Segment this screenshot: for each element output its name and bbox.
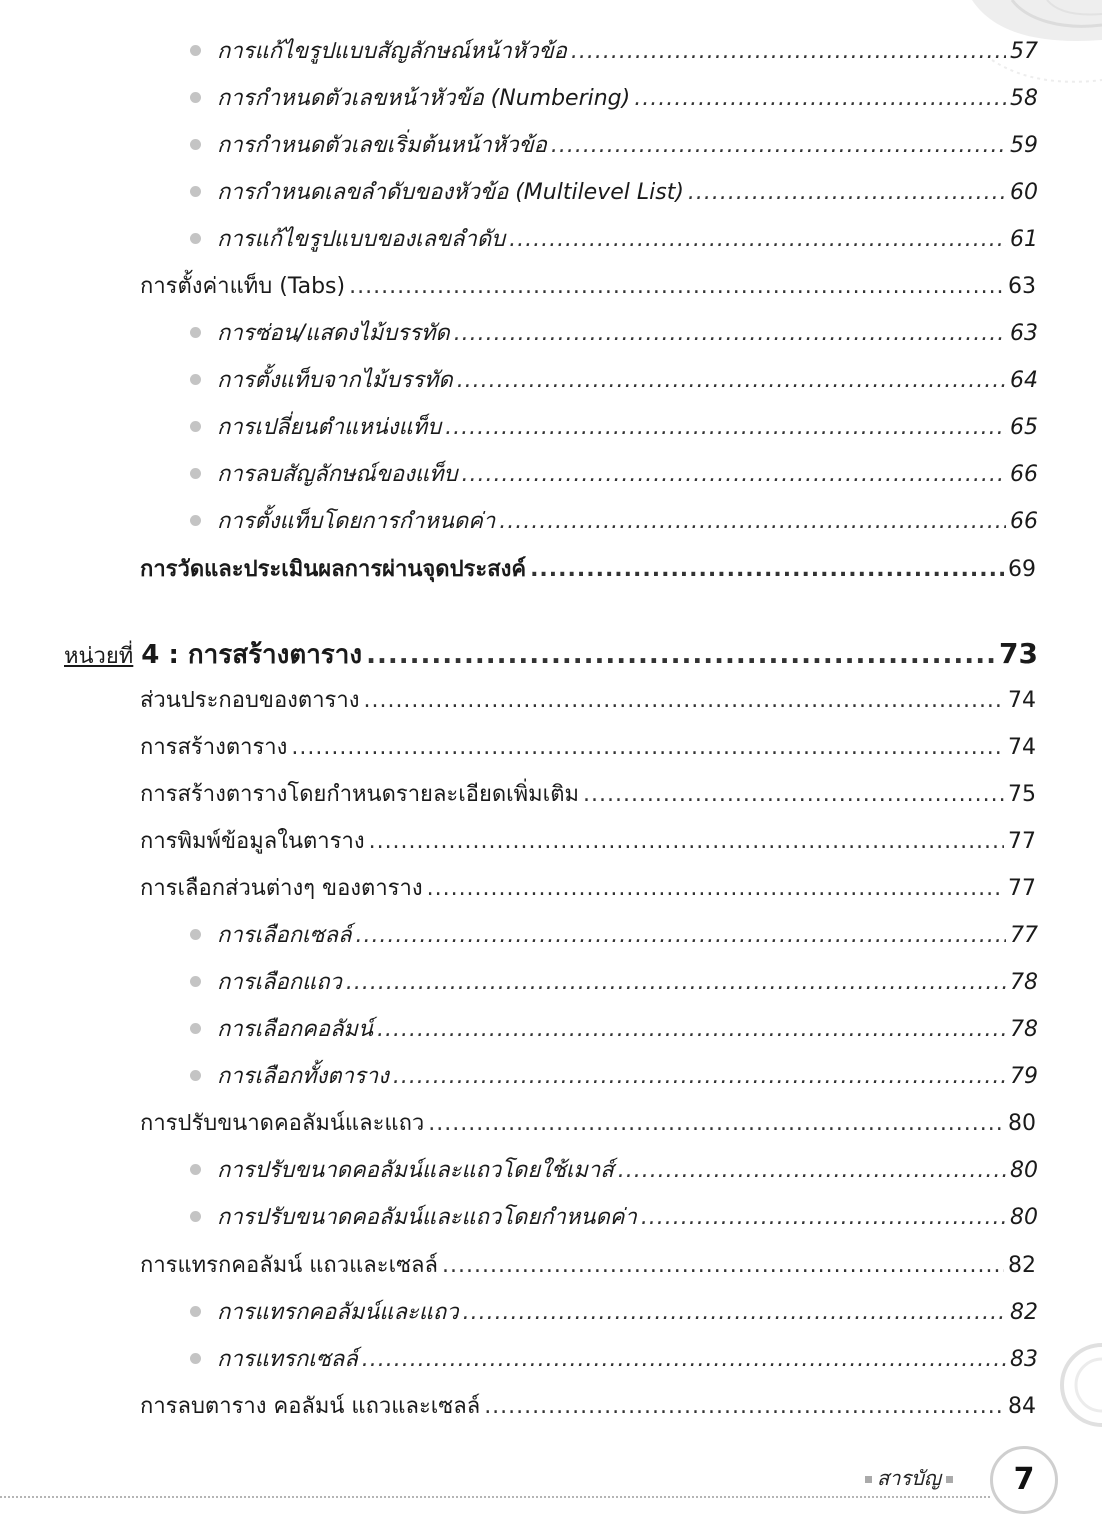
dot-leader [509, 220, 1006, 260]
bullet-icon [190, 139, 201, 150]
bullet-icon [190, 327, 201, 338]
side-ornament [1042, 1315, 1102, 1445]
bullet-icon [190, 233, 201, 244]
toc-entry: การปรับขนาดคอลัมน์และแถวโดยใช้เมาส์ ..... 80 [190, 1151, 1038, 1191]
toc-entry: การตั้งแท็บโดยการกำหนดค่า ..... 66 [190, 502, 1038, 542]
bullet-icon [190, 468, 201, 479]
dot-leader [499, 502, 1006, 542]
dot-leader [369, 822, 1004, 862]
dot-leader [634, 79, 1006, 119]
dot-leader [551, 126, 1006, 166]
dot-leader [571, 32, 1006, 72]
toc-entry: การแก้ไขรูปแบบของเลขลำดับ ..... 61 [190, 220, 1038, 260]
bullet-icon [190, 1164, 201, 1175]
dot-leader [363, 681, 1004, 721]
toc-entry: การกำหนดเลขลำดับของหัวข้อ (Multilevel List) ..... 60 [190, 173, 1038, 213]
dot-leader [484, 1387, 1004, 1427]
bullet-icon [190, 1353, 201, 1364]
toc-entry: การเลือกทั้งตาราง ..... 79 [190, 1057, 1038, 1097]
bullet-icon [190, 1211, 201, 1222]
bullet-icon [190, 45, 201, 56]
toc-entry: การแทรกคอลัมน์และแถว ..... 82 [190, 1293, 1038, 1333]
bullet-icon [190, 515, 201, 526]
toc-section: การลบตาราง คอลัมน์ แถวและเซลล์ ..... 84 [140, 1387, 1036, 1427]
dot-leader [442, 1246, 1004, 1286]
dot-leader [362, 1340, 1006, 1380]
dot-leader [618, 1151, 1006, 1191]
bullet-icon [190, 421, 201, 432]
dot-leader [583, 775, 1004, 815]
toc-entry: การลบสัญลักษณ์ของแท็บ ..... 66 [190, 455, 1038, 495]
toc-entry: การแทรกเซลล์ ..... 83 [190, 1340, 1038, 1380]
square-bullet-icon [865, 1476, 872, 1483]
toc-section: การตั้งค่าแท็บ (Tabs) ..... 63 [140, 267, 1036, 307]
toc-section: การแทรกคอลัมน์ แถวและเซลล์ ..... 82 [140, 1246, 1036, 1286]
toc-entry: การซ่อน/แสดงไม้บรรทัด ..... 63 [190, 314, 1038, 354]
bullet-icon [190, 929, 201, 940]
dot-leader [463, 1293, 1006, 1333]
dot-leader [366, 631, 995, 679]
dot-leader [688, 173, 1006, 213]
bullet-icon [190, 374, 201, 385]
bullet-icon [190, 92, 201, 103]
bullet-icon [190, 1306, 201, 1317]
bullet-icon [190, 1070, 201, 1081]
dot-leader [454, 314, 1006, 354]
footer-section-label: สารบัญ [860, 1462, 958, 1494]
toc-section: ส่วนประกอบของตาราง ..... 74 [140, 681, 1036, 721]
footer-divider [0, 1496, 990, 1498]
dot-leader [393, 1057, 1006, 1097]
toc-entry: การตั้งแท็บจากไม้บรรทัด ..... 64 [190, 361, 1038, 401]
bullet-icon [190, 976, 201, 987]
unit-heading: หน่วยที่ 4 : การสร้างตาราง ..... 73 [64, 630, 1038, 678]
dot-leader [530, 550, 1004, 590]
toc-section: การวัดและประเมินผลการผ่านจุดประสงค์ ..... 69 [140, 550, 1036, 590]
toc-entry: การเลือกคอลัมน์ ..... 78 [190, 1010, 1038, 1050]
page-number: 7 [990, 1446, 1058, 1514]
dot-leader [427, 869, 1004, 909]
toc-entry: การเลือกเซลล์ ..... 77 [190, 916, 1038, 956]
dot-leader [377, 1010, 1006, 1050]
dot-leader [457, 361, 1006, 401]
toc-entry: การกำหนดตัวเลขเริ่มต้นหน้าหัวข้อ ..... 59 [190, 126, 1038, 166]
toc-entry: การแก้ไขรูปแบบสัญลักษณ์หน้าหัวข้อ ..... 57 [190, 32, 1038, 72]
bullet-icon [190, 1023, 201, 1034]
dot-leader [641, 1198, 1006, 1238]
dot-leader [445, 408, 1006, 448]
toc-section: การเลือกส่วนต่างๆ ของตาราง ..... 77 [140, 869, 1036, 909]
dot-leader [346, 963, 1006, 1003]
square-bullet-icon [946, 1476, 953, 1483]
toc-section: การพิมพ์ข้อมูลในตาราง ..... 77 [140, 822, 1036, 862]
toc-section: การสร้างตาราง ..... 74 [140, 728, 1036, 768]
dot-leader [291, 728, 1004, 768]
toc-section: การปรับขนาดคอลัมน์และแถว ..... 80 [140, 1104, 1036, 1144]
toc-entry: การกำหนดตัวเลขหน้าหัวข้อ (Numbering) ..... 58 [190, 79, 1038, 119]
toc-entry: การปรับขนาดคอลัมน์และแถวโดยกำหนดค่า ..... 80 [190, 1198, 1038, 1238]
toc-entry: การเปลี่ยนตำแหน่งแท็บ ..... 65 [190, 408, 1038, 448]
bullet-icon [190, 186, 201, 197]
toc-entry: การเลือกแถว ..... 78 [190, 963, 1038, 1003]
toc-section: การสร้างตารางโดยกำหนดรายละเอียดเพิ่มเติม ..... 75 [140, 775, 1036, 815]
dot-leader [355, 916, 1006, 956]
dot-leader [349, 267, 1004, 307]
dot-leader [428, 1104, 1004, 1144]
dot-leader [461, 455, 1006, 495]
